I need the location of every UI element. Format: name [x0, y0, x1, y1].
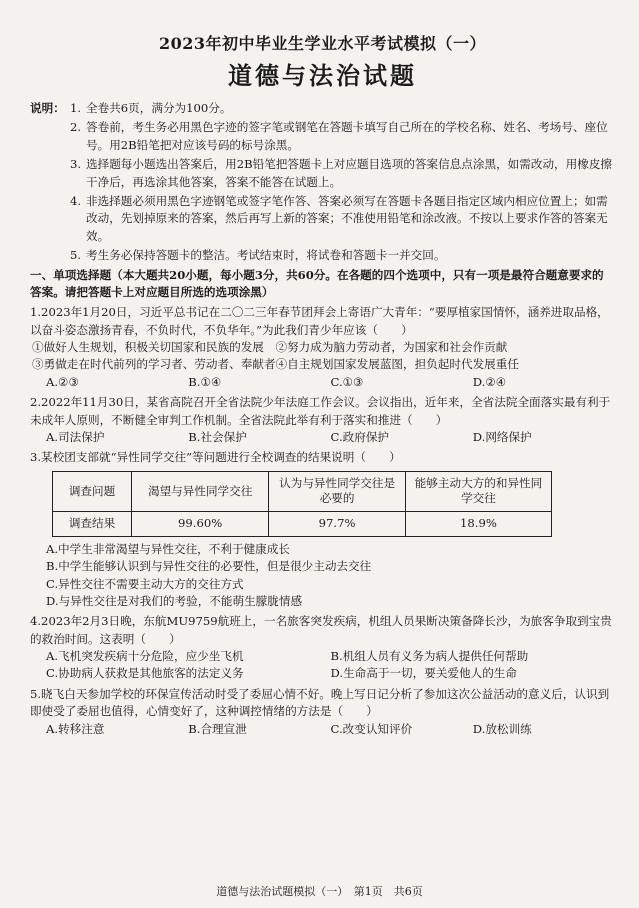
instruction-item [30, 247, 615, 264]
option-c: C.改变认知评价 [330, 721, 413, 736]
instruction-number: 4. [69, 193, 81, 208]
instruction-text: 全卷共6页，满分为100分。 [86, 101, 232, 115]
instruction-item [30, 119, 615, 154]
instruction-number: 5. [69, 248, 81, 263]
option-d: D.网络保护 [472, 430, 532, 445]
question-stem: 3.某校团支部就“异性同学交往”等问题进行全校调查的结果说明（ ） [30, 450, 401, 465]
table-header-cell: 渴望与异性同学交往 [132, 471, 269, 511]
statement-choice: ③勇做走在时代前列的学习者、劳动者、奉献者④自主规划国家发展蓝图，担负起时代发展重任 [32, 357, 519, 372]
answer-options [30, 648, 615, 683]
instruction-item [30, 100, 615, 117]
statement-choice: ①做好人生规划，积极关切国家和民族的发展 ②努力成为脑力劳动者，为国家和社会作贡献 [32, 340, 508, 355]
table-header-cell: 认为与异性同学交往是必要的 [269, 471, 406, 511]
instruction-text: 答卷前，考生务必用黑色字迹的签字笔或钢笔在答题卡填写自己所在的学校名称、姓名、考场号、座位号。用2B铅笔把对应该号码的标号涂黑。 [86, 120, 608, 152]
option-d: D.与异性交往是对我们的考验，不能萌生朦胧情感 [46, 593, 303, 608]
answer-options [30, 721, 615, 738]
page-footer: 道德与法治试题模拟（一） 第1页 共6页 [216, 885, 423, 898]
option-b: B.①④ [188, 374, 222, 389]
section-heading: 一、单项选择题（本大题共20小题，每小题3分，共60分。在各题的四个选项中，只有一项是最符合题意要求的答案。请把答题卡上对应题目所选的选项涂黑） [30, 267, 604, 299]
option-c: C.政府保护 [330, 430, 390, 445]
option-c: C.异性交往不需要主动大方的交往方式 [46, 576, 244, 591]
option-d: D.②④ [472, 374, 507, 389]
question-stem: 4.2023年2月3日晚，东航MU9759航班上，一名旅客突发疾病，机组人员果断决策备降长沙，为旅客争取到宝贵的救治时间。这表明（ ） [30, 614, 612, 646]
answer-options [30, 429, 615, 446]
option-b: B.中学生能够认识到与异性交往的必要性，但是很少主动去交往 [46, 559, 372, 574]
instruction-text: 选择题每小题选出答案后，用2B铅笔把答题卡上对应题目选项的答案信息点涂黑，如需改动，用橡皮擦干净后，再选涂其他答案，答案不能答在试题上。 [86, 157, 613, 189]
option-a: A.转移注意 [46, 721, 105, 736]
table-row [53, 512, 552, 537]
instruction-number: 1. [69, 101, 81, 115]
option-b: B.合理宣泄 [188, 721, 247, 736]
question-3 [30, 449, 615, 610]
question-stem: 1.2023年1月20日，习近平总书记在二〇二三年春节团拜会上寄语广大青年：“要厚植家国情怀，涵养进取品格，以奋斗姿态激扬青春，不负时代，不负华年。”为此我们青少年应该（ ） [30, 305, 609, 337]
option-a: A.②③ [46, 374, 79, 389]
option-a: A.飞机突发疾病十分危险，应少坐飞机 [46, 649, 244, 664]
instruction-text: 考生务必保持答题卡的整洁。考试结束时，将试卷和答题卡一并交回。 [86, 248, 446, 263]
option-a: A.司法保护 [46, 430, 105, 445]
table-cell: 99.60% [132, 512, 269, 537]
question-stem: 5.晓飞白天参加学校的环保宣传活动时受了委屈心情不好。晚上写日记分析了参加这次公益活动的意义后，认识到即使受了委屈也值得，心情变好了，这种调控情绪的方法是（ ） [30, 686, 610, 719]
option-c: C.①③ [330, 374, 364, 389]
option-b: B.机组人员有义务为病人提供任何帮助 [330, 649, 529, 664]
instructions [30, 100, 615, 265]
table-cell: 97.7% [269, 512, 406, 537]
survey-table [52, 471, 552, 537]
question-2 [30, 394, 615, 446]
subject-title: 道德与法治试题 [228, 61, 417, 90]
question-5 [30, 686, 615, 738]
option-c: C.协助病人获救是其他旅客的法定义务 [46, 666, 244, 681]
question-stem: 2.2022年11月30日，某省高院召开全省法院少年法庭工作会议。会议指出，近年来，全省法院全面落实最有利于未成年人原则，不断健全审判工作机制。全省法院此举有利于落实和推进（ ） [30, 395, 611, 427]
question-1 [30, 304, 615, 391]
instructions-label: 说明： [30, 101, 65, 115]
answer-options [30, 374, 615, 391]
question-4 [30, 613, 615, 683]
table-cell: 18.9% [405, 512, 551, 537]
table-row-label: 调查结果 [53, 512, 132, 537]
instruction-item [30, 193, 615, 245]
instruction-text: 非选择题必须用黑色字迹钢笔或签字笔作答、答案必须写在答题卡各题目指定区域内相应位置上；如需改动，先划掉原来的答案，然后再写上新的答案；不准使用铅笔和涂改液。不按以上要求作答的答案无效。 [86, 193, 608, 243]
option-d: D.放松训练 [472, 721, 532, 736]
option-d: D.生命高于一切，要关爱他人的生命 [330, 666, 517, 681]
table-header-cell: 调查问题 [53, 471, 132, 511]
table-header-cell: 能够主动大方的和异性同学交往 [405, 471, 551, 511]
option-a: A.中学生非常渴望与异性交往，不利于健康成长 [46, 541, 290, 556]
exam-title: 2023年初中毕业生学业水平考试模拟（一） [158, 34, 487, 53]
option-b: B.社会保护 [188, 430, 247, 445]
instruction-number: 2. [69, 120, 81, 135]
instruction-number: 3. [69, 157, 81, 172]
instruction-item [30, 156, 615, 191]
table-header-row [53, 471, 552, 511]
